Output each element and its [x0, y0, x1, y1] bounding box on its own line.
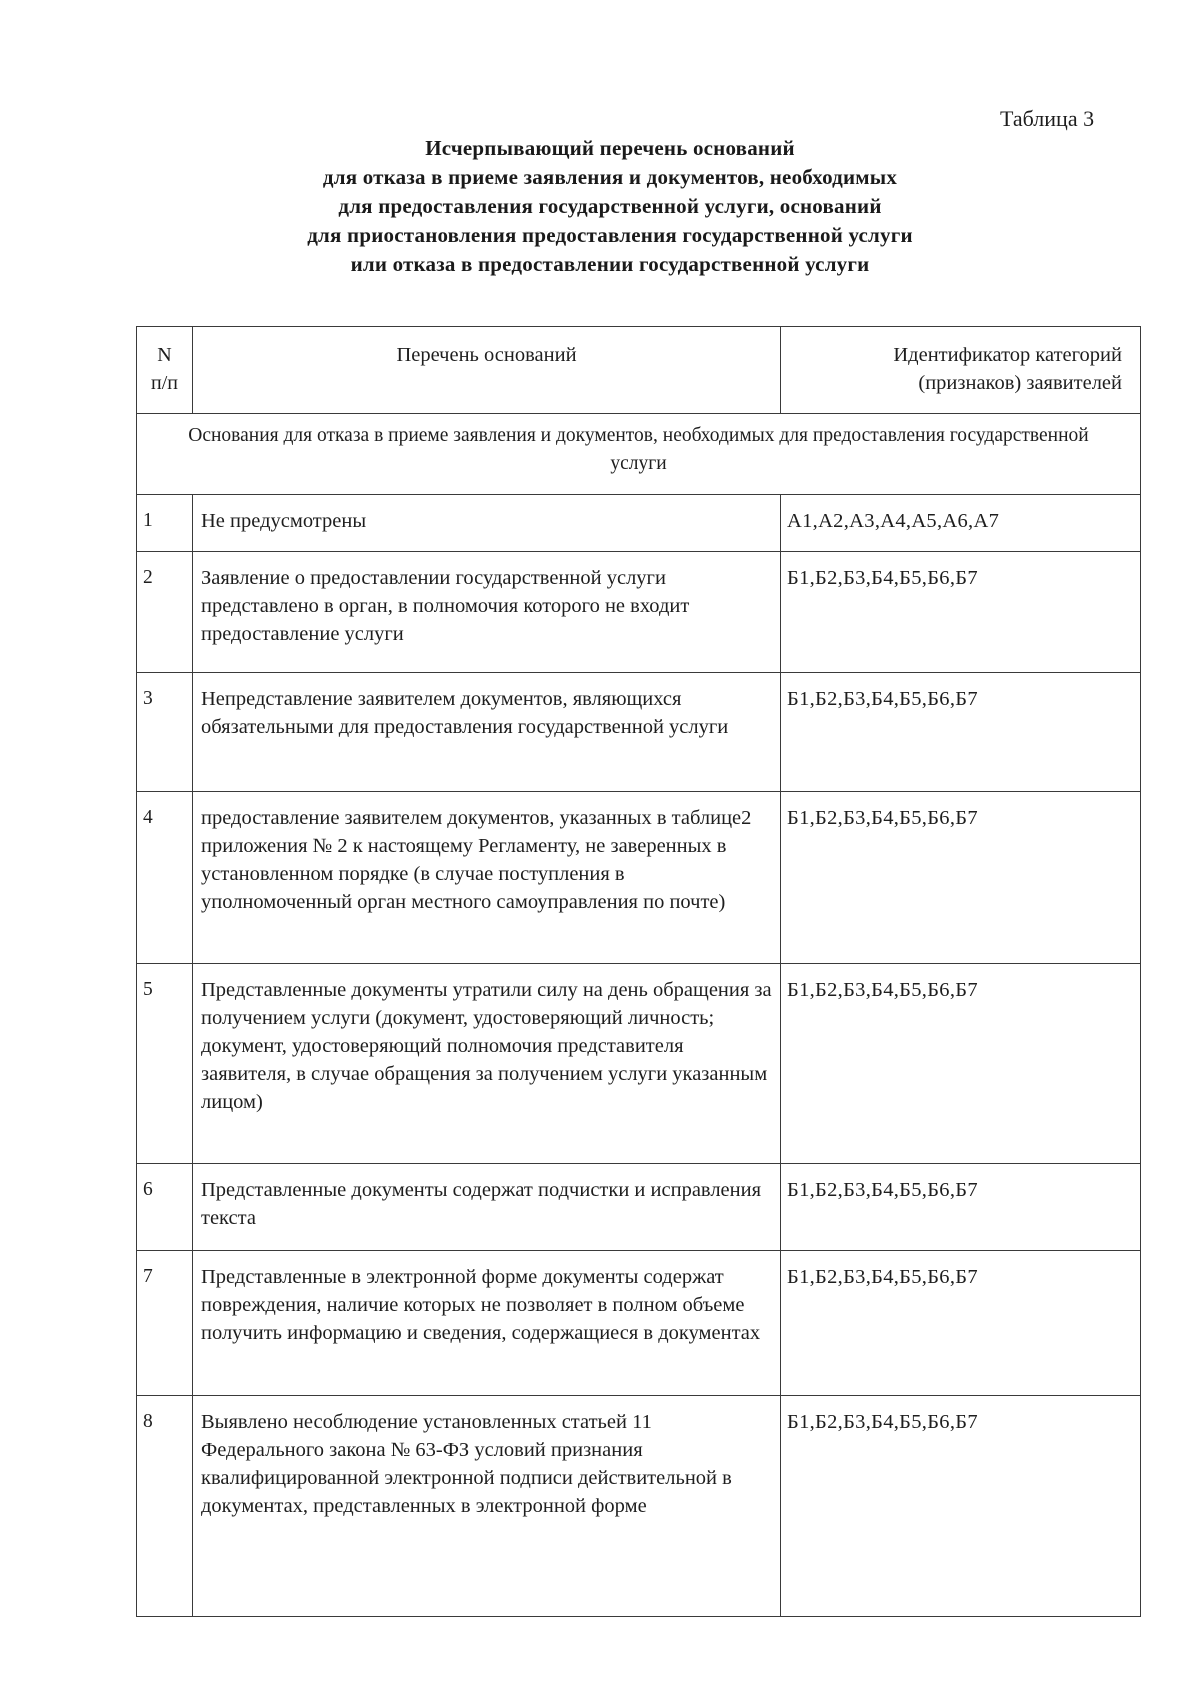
row-ids: Б1,Б2,Б3,Б4,Б5,Б6,Б7	[781, 673, 1141, 792]
row-ids: Б1,Б2,Б3,Б4,Б5,Б6,Б7	[781, 1251, 1141, 1396]
row-text: Представленные документы утратили силу на день обращения за получением услуги (документ, удостоверяющий личность; документ, удостоверяющий полномочия представителя заявителя, в случае обращения за получением услуги указанным лицом)	[193, 964, 781, 1164]
table-row	[137, 1164, 1141, 1251]
table-row	[137, 964, 1141, 1164]
section-row	[137, 414, 1141, 495]
table-row	[137, 1251, 1141, 1396]
row-ids: Б1,Б2,Б3,Б4,Б5,Б6,Б7	[781, 552, 1141, 673]
table-row	[137, 552, 1141, 673]
header-text-label: Перечень оснований	[396, 344, 577, 366]
header-num-cell	[137, 327, 193, 414]
row-num: 2	[137, 552, 193, 673]
row-num: 4	[137, 792, 193, 964]
document-heading	[230, 134, 990, 279]
row-ids: Б1,Б2,Б3,Б4,Б5,Б6,Б7	[781, 964, 1141, 1164]
row-text: Представленные в электронной форме документы содержат повреждения, наличие которых не позволяет в полном объеме получить информацию и сведения, содержащиеся в документах	[193, 1251, 781, 1396]
table-row	[137, 1396, 1141, 1617]
row-text: Непредставление заявителем документов, являющихся обязательными для предоставления государственной услуги	[193, 673, 781, 792]
heading-line: или отказа в предоставлении государственной услуги	[350, 252, 870, 276]
header-ids-label: Идентификатор категорий	[893, 344, 1122, 366]
row-ids: Б1,Б2,Б3,Б4,Б5,Б6,Б7	[781, 1396, 1141, 1617]
row-text: Заявление о предоставлении государственной услуги представлено в орган, в полномочия которого не входит предоставление услуги	[193, 552, 781, 673]
header-num-sublabel: п/п	[151, 372, 178, 394]
heading-line: для отказа в приеме заявления и документов, необходимых	[322, 165, 898, 189]
row-text: Выявлено несоблюдение установленных статьей 11 Федерального закона № 63-ФЗ условий признания квалифицированной электронной подписи действительной в документах, представленных в электронной форме	[193, 1396, 781, 1617]
row-ids: А1,А2,А3,А4,А5,А6,А7	[781, 495, 1141, 552]
row-text: предоставление заявителем документов, указанных в таблице2 приложения № 2 к настоящему Регламенту, не заверенных в установленном порядке (в случае поступления в уполномоченный орган местного самоуправления по почте)	[193, 792, 781, 964]
header-ids-sublabel: (признаков) заявителей	[918, 372, 1122, 394]
row-num: 7	[137, 1251, 193, 1396]
row-text: Представленные документы содержат подчистки и исправления текста	[193, 1164, 781, 1251]
row-num: 8	[137, 1396, 193, 1617]
heading-line: для предоставления государственной услуги, оснований	[338, 194, 882, 218]
heading-line: для приостановления предоставления государственной услуги	[307, 223, 913, 247]
grounds-table	[136, 326, 1141, 1617]
header-num-label: N	[157, 344, 172, 366]
table-row	[137, 673, 1141, 792]
table-header-row	[137, 327, 1141, 414]
row-num: 5	[137, 964, 193, 1164]
header-text-cell	[193, 327, 781, 414]
row-text: Не предусмотрены	[193, 495, 781, 552]
row-num: 1	[137, 495, 193, 552]
row-ids: Б1,Б2,Б3,Б4,Б5,Б6,Б7	[781, 1164, 1141, 1251]
row-ids: Б1,Б2,Б3,Б4,Б5,Б6,Б7	[781, 792, 1141, 964]
table-row	[137, 495, 1141, 552]
header-ids-cell	[781, 327, 1141, 414]
heading-line: Исчерпывающий перечень оснований	[425, 136, 795, 160]
table-label: Таблица 3	[1000, 106, 1095, 131]
table-row	[137, 792, 1141, 964]
section-title: Основания для отказа в приеме заявления и документов, необходимых для предоставления государственной услуги	[137, 414, 1141, 495]
row-num: 3	[137, 673, 193, 792]
row-num: 6	[137, 1164, 193, 1251]
